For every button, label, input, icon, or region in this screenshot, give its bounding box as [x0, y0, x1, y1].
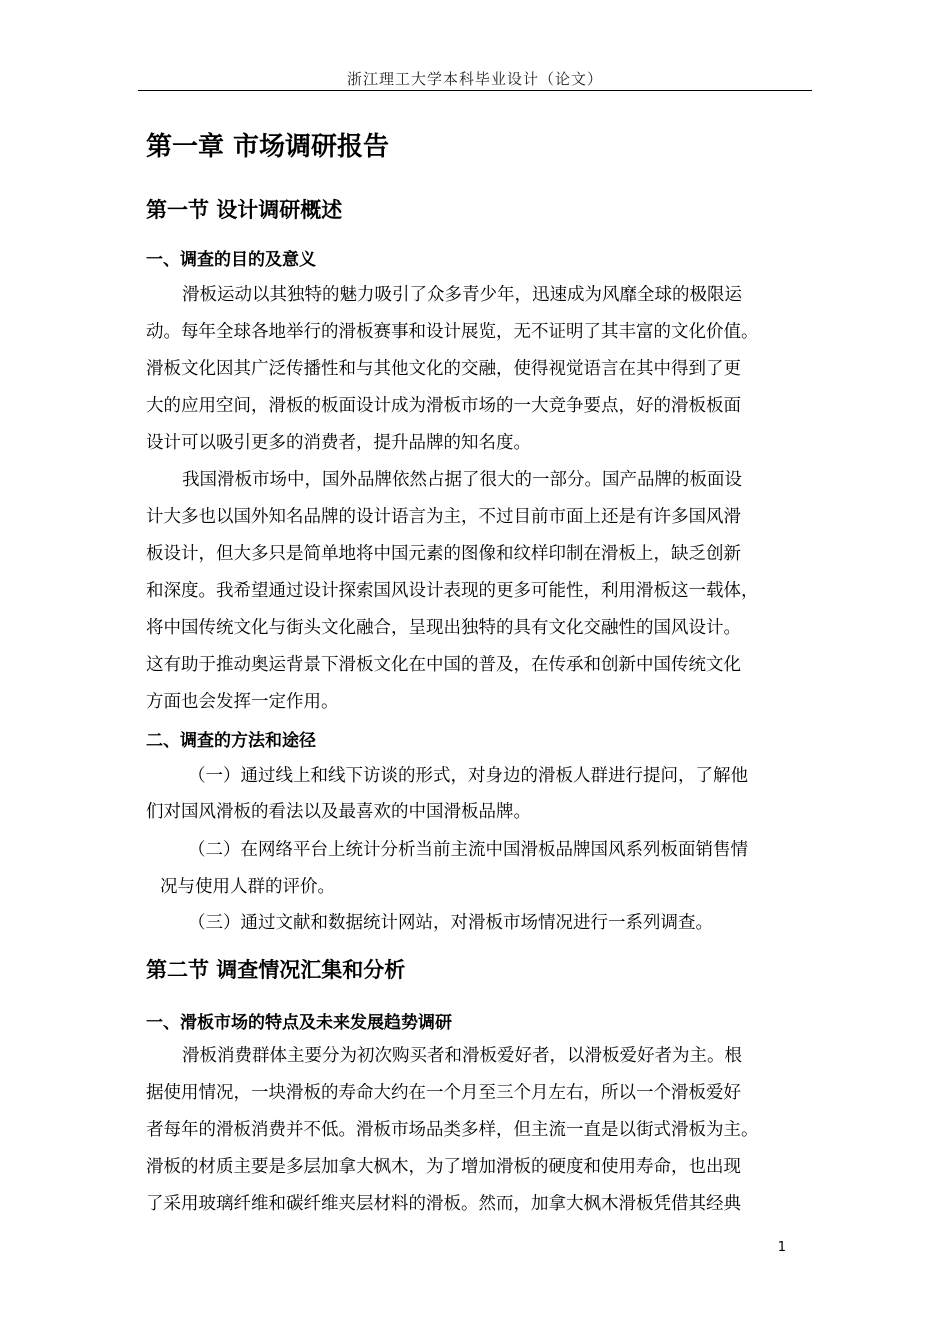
paragraph-line: 这有助于推动奥运背景下滑板文化在中国的普及，在传承和创新中国传统文化	[146, 655, 741, 675]
paragraph-line: 滑板消费群体主要分为初次购买者和滑板爱好者，以滑板爱好者为主。根	[182, 1046, 742, 1066]
paragraph-line: 滑板的材质主要是多层加拿大枫木，为了增加滑板的硬度和使用寿命，也出现	[146, 1157, 741, 1177]
paragraph-line: 设计可以吸引更多的消费者，提升品牌的知名度。	[146, 433, 531, 453]
paragraph-line: 我国滑板市场中，国外品牌依然占据了很大的一部分。国产品牌的板面设	[182, 470, 742, 490]
paragraph-line: （一）通过线上和线下访谈的形式，对身边的滑板人群进行提问，了解他	[188, 766, 748, 786]
paragraph-line: 动。每年全球各地举行的滑板赛事和设计展览，无不证明了其丰富的文化价值。	[146, 322, 759, 342]
header-rule	[138, 90, 812, 91]
paragraph-line: 板设计，但大多只是简单地将中国元素的图像和纹样印制在滑板上，缺乏创新	[146, 544, 741, 564]
paragraph-line: 据使用情况，一块滑板的寿命大约在一个月至三个月左右，所以一个滑板爱好	[146, 1083, 741, 1103]
section-2-subheading-1: 一、滑板市场的特点及未来发展趋势调研	[146, 1013, 452, 1033]
paragraph-line: 方面也会发挥一定作用。	[146, 692, 339, 712]
section-1-subheading-1: 一、调查的目的及意义	[146, 250, 316, 270]
paragraph-line: 计大多也以国外知名品牌的设计语言为主，不过目前市面上还是有许多国风滑	[146, 507, 741, 527]
running-header: 浙江理工大学本科毕业设计（论文）	[346, 70, 603, 88]
paragraph-line: 和深度。我希望通过设计探索国风设计表现的更多可能性，利用滑板这一载体，	[146, 581, 759, 601]
paragraph-line: 况与使用人群的评价。	[160, 877, 335, 897]
section-1-title: 第一节 设计调研概述	[146, 198, 343, 222]
paragraph-line: 了采用玻璃纤维和碳纤维夹层材料的滑板。然而，加拿大枫木滑板凭借其经典	[146, 1194, 741, 1214]
paragraph-line: 滑板运动以其独特的魅力吸引了众多青少年，迅速成为风靡全球的极限运	[182, 285, 742, 305]
paragraph-line: 滑板文化因其广泛传播性和与其他文化的交融，使得视觉语言在其中得到了更	[146, 359, 741, 379]
paragraph-line: 者每年的滑板消费并不低。滑板市场品类多样，但主流一直是以街式滑板为主。	[146, 1120, 759, 1140]
paragraph-line: 大的应用空间，滑板的板面设计成为滑板市场的一大竞争要点，好的滑板板面	[146, 396, 741, 416]
chapter-title: 第一章 市场调研报告	[146, 132, 390, 162]
paragraph-line: （三）通过文献和数据统计网站，对滑板市场情况进行一系列调查。	[188, 913, 713, 933]
section-2-title: 第二节 调查情况汇集和分析	[146, 958, 406, 982]
section-1-subheading-2: 二、调查的方法和途径	[146, 731, 316, 751]
paragraph-line: （二）在网络平台上统计分析当前主流中国滑板品牌国风系列板面销售情	[188, 840, 748, 860]
paragraph-line: 们对国风滑板的看法以及最喜欢的中国滑板品牌。	[146, 802, 531, 822]
page-number: 1	[777, 1240, 786, 1255]
paragraph-line: 将中国传统文化与街头文化融合，呈现出独特的具有文化交融性的国风设计。	[146, 618, 741, 638]
